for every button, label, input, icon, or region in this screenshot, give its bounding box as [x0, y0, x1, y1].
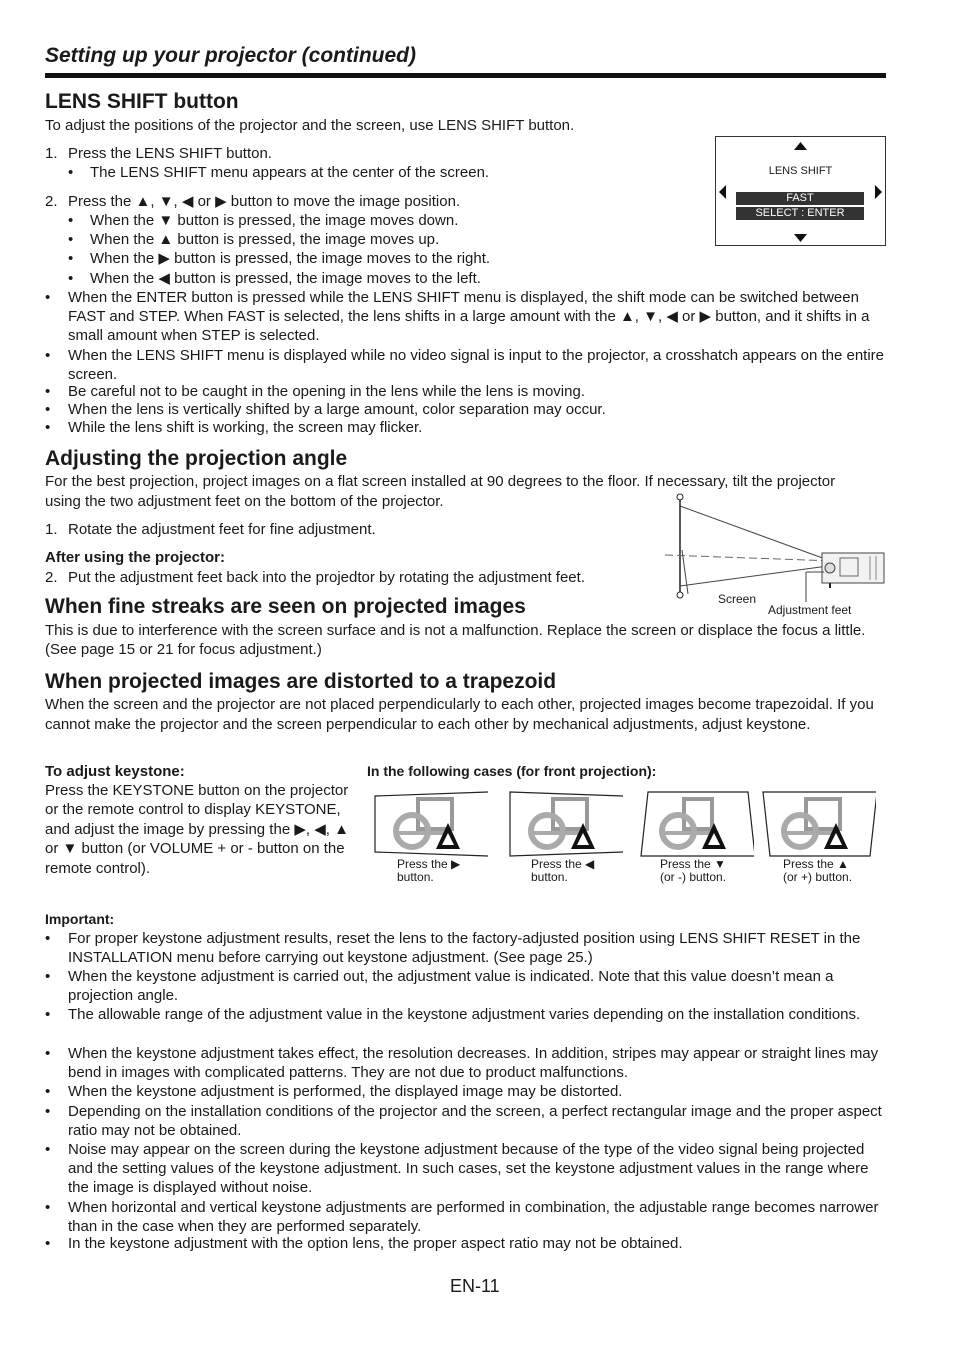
angle-step2: Put the adjustment feet back into the projedtor by rotating the adjustment feet. [68, 569, 585, 586]
adjust-keystone-text: Press the KEYSTONE button on the projector or the remote control to display KEYSTONE, and adjust the image by pressing the ▶, ◀, ▲ or ▼ button (or VOLUME + or - button on the remote control). [45, 782, 349, 877]
page-number: EN-11 [450, 1276, 500, 1296]
menu-mode: FAST [736, 192, 864, 205]
bullet: • [45, 347, 51, 364]
keystone-case-caption [531, 858, 594, 884]
lens-shift-menu-figure [715, 136, 886, 246]
bullet: • [45, 1006, 51, 1023]
lens-shift-step2: Press the ▲, ▼, ◀ or ▶ button to move the image position. [68, 193, 461, 210]
important-item: When the keystone adjustment is carried out, the adjustment value is indicated. Note that this value doesn’t mean a projection angle. [68, 968, 834, 1004]
step2-bullet: When the ▼ button is pressed, the image moves down. [90, 212, 459, 229]
case-line1: Press the ▶ [397, 857, 461, 871]
projection-angle-diagram [660, 490, 888, 602]
bullet: • [45, 930, 51, 947]
after-using-label: After using the projector: [45, 549, 226, 566]
bullet: • [45, 419, 51, 436]
important-item: Noise may appear on the screen during the keystone adjustment because of the type of the video signal being projected and the setting values of the keystone adjustment. In such cases, set the keystone adjustment values in the range where the image is displayed without noise. [68, 1141, 869, 1196]
important-item: Depending on the installation conditions of the projector and the screen, a perfect rectangular image and the proper aspect ratio may not be obtained. [68, 1103, 882, 1139]
bullet: • [45, 1083, 51, 1100]
case-line2: (or -) button. [660, 870, 727, 884]
bullet: • [68, 212, 74, 229]
case-line1: Press the ▲ [783, 857, 849, 871]
bullet: • [45, 1235, 51, 1252]
step2-bullet: When the ▲ button is pressed, the image moves up. [90, 231, 440, 248]
keystone-case-caption [783, 858, 852, 884]
keystone-case-up-diagram [762, 791, 876, 857]
lens-shift-note: When the ENTER button is pressed while the LENS SHIFT menu is displayed, the shift mode can be switched between FAST and STEP. When FAST is selected, the lens shifts in a large amount with the ▲, ▼, ◀ or ▶ button, and it shifts in a small amount when STEP is selected. [68, 289, 870, 344]
angle-heading: Adjusting the projection angle [45, 447, 348, 470]
step2-bullet: When the ▶ button is pressed, the image moves to the right. [90, 250, 491, 267]
streaks-heading: When fine streaks are seen on projected images [45, 595, 526, 618]
step-number: 2. [45, 569, 58, 586]
adjust-keystone-label: To adjust keystone: [45, 763, 185, 780]
case-line1: Press the ▼ [660, 857, 726, 871]
header-rule [45, 73, 886, 78]
lens-shift-step1: Press the LENS SHIFT button. [68, 145, 272, 162]
step-number: 1. [45, 521, 58, 538]
trapezoid-text: When the screen and the projector are not placed perpendicularly to each other, projected images become trapezoidal. If you cannot make the projector and the screen perpendicular to each other by mechanical adjustments, adjust keystone. [45, 696, 874, 733]
bullet: • [68, 164, 74, 181]
important-item: When horizontal and vertical keystone adjustments are performed in combination, the adjustable range becomes narrower than in the case when they are performed separately. [68, 1199, 879, 1235]
keystone-case-right-diagram [374, 791, 488, 857]
lens-shift-note: When the lens is vertically shifted by a large amount, color separation may occur. [68, 401, 606, 418]
adjustment-feet-label: Adjustment feet [768, 603, 852, 617]
important-item: In the keystone adjustment with the option lens, the proper aspect ratio may not be obtained. [68, 1235, 683, 1252]
menu-hint: SELECT : ENTER [736, 207, 864, 220]
bullet: • [45, 401, 51, 418]
important-label: Important: [45, 911, 115, 927]
keystone-case-caption [397, 858, 460, 884]
bullet: • [45, 1103, 51, 1120]
trapezoid-heading: When projected images are distorted to a trapezoid [45, 670, 557, 693]
bullet: • [45, 968, 51, 985]
menu-title: LENS SHIFT [768, 165, 833, 177]
bullet: • [45, 1141, 51, 1158]
important-item: The allowable range of the adjustment value in the keystone adjustment varies depending on the installation conditions. [68, 1006, 861, 1023]
lens-shift-step1-bullet: The LENS SHIFT menu appears at the center of the screen. [90, 164, 490, 181]
lens-shift-note: Be careful not to be caught in the opening in the lens while the lens is moving. [68, 383, 585, 400]
bullet: • [45, 383, 51, 400]
case-line2: (or +) button. [783, 870, 853, 884]
keystone-case-left-diagram [509, 791, 623, 857]
bullet: • [45, 1199, 51, 1216]
menu-arrows-icon [716, 137, 885, 245]
important-item: When the keystone adjustment takes effect, the resolution decreases. In addition, stripes may appear or straight lines may bend in images with complicated patterns. They are not due to product malfunctions. [68, 1045, 879, 1081]
step-number: 2. [45, 193, 58, 210]
lens-shift-heading: LENS SHIFT button [45, 90, 239, 113]
important-item: When the keystone adjustment is performed, the displayed image may be distorted. [68, 1083, 623, 1100]
angle-step1: Rotate the adjustment feet for fine adjustment. [68, 521, 376, 538]
step-number: 1. [45, 145, 58, 162]
lens-shift-note: When the LENS SHIFT menu is displayed while no video signal is input to the projector, a crosshatch appears on the entire screen. [68, 347, 885, 383]
screen-label: Screen [718, 592, 757, 606]
streaks-text: This is due to interference with the screen surface and is not a malfunction. Replace the screen or displace the focus a little. (See page 15 or 21 for focus adjustment.) [45, 622, 866, 658]
lens-shift-intro: To adjust the positions of the projector and the screen, use LENS SHIFT button. [45, 117, 575, 134]
bullet: • [45, 1045, 51, 1062]
cases-label: In the following cases (for front projection): [367, 763, 657, 779]
angle-intro: For the best projection, project images on a flat screen installed at 90 degrees to the floor. If necessary, tilt the projector using the two adjustment feet on the bottom of the projector. [45, 473, 836, 510]
bullet: • [45, 289, 51, 306]
case-line1: Press the ◀ [531, 857, 595, 871]
keystone-case-down-diagram [640, 791, 754, 857]
bullet: • [68, 270, 74, 287]
keystone-case-caption [660, 858, 726, 884]
step2-bullet: When the ◀ button is pressed, the image moves to the left. [90, 270, 481, 287]
lens-shift-note: While the lens shift is working, the screen may flicker. [68, 419, 423, 436]
bullet: • [68, 250, 74, 267]
bullet: • [68, 231, 74, 248]
page-header-title: Setting up your projector (continued) [45, 44, 416, 67]
important-item: For proper keystone adjustment results, reset the lens to the factory-adjusted position using LENS SHIFT RESET in the INSTALLATION menu before carrying out keystone adjustment. (See page 25.) [68, 930, 861, 966]
case-line2: button. [397, 870, 434, 884]
case-line2: button. [531, 870, 568, 884]
